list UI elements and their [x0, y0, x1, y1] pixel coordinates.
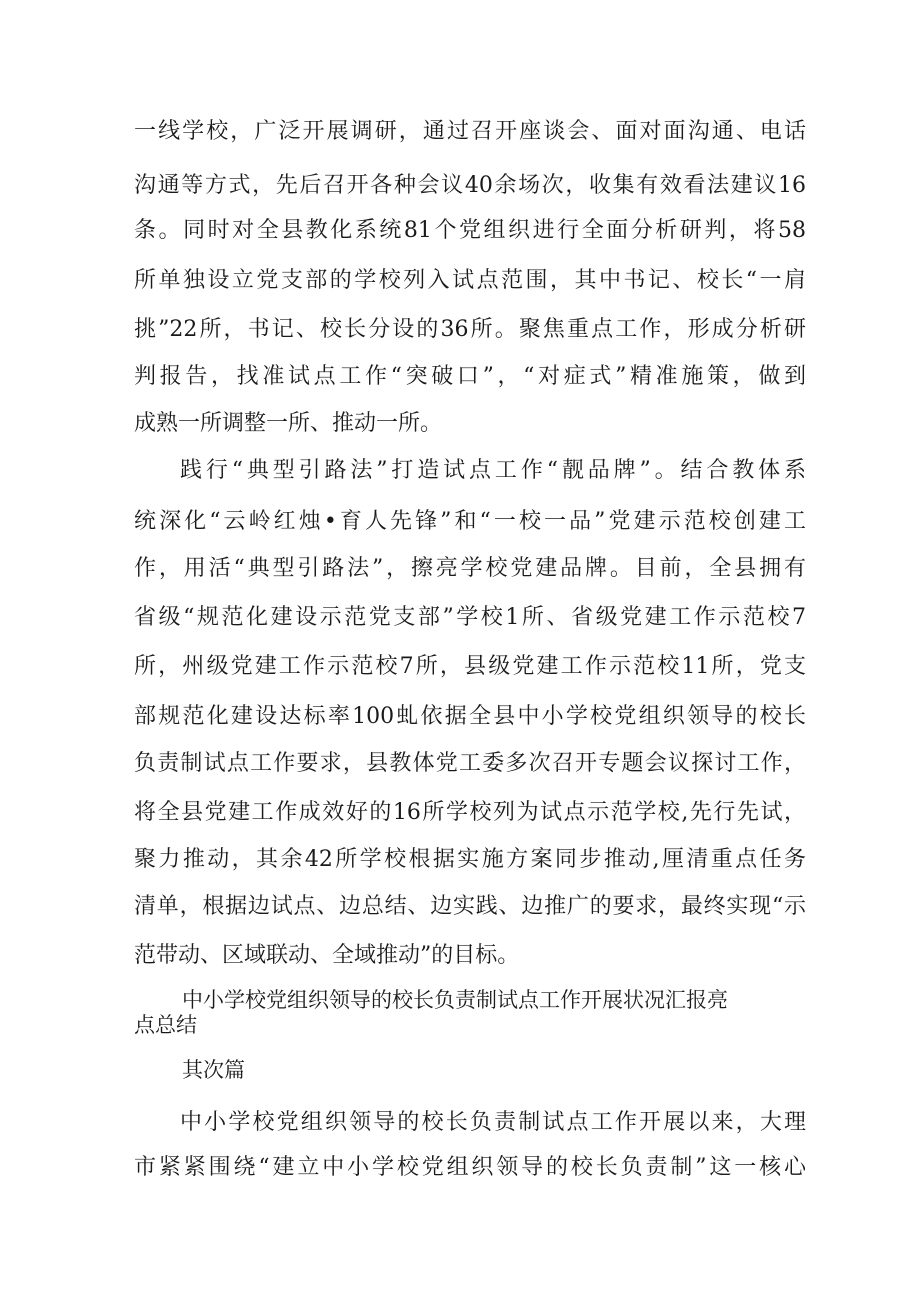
paragraph-2-line-6: 部规范化建设达标率100虬依据全县中小学校党组织领导的校长 — [134, 704, 806, 729]
paragraph-1-line-5: 挑”22所，书记、校长分设的36所。聚焦重点工作，形成分析研 — [134, 317, 806, 342]
paragraph-3-line-1: 中小学校党组织领导的校长负责制试点工作开展以来，大理 — [180, 1110, 806, 1135]
title-line-1: 中小学校党组织领导的校长负责制试点工作开展状况汇报亮 — [182, 988, 728, 1012]
paragraph-2-line-3: 作，用活“典型引路法”，擦亮学校党建品牌。目前，全县拥有 — [134, 556, 806, 581]
paragraph-2-line-9: 聚力推动，其余42所学校根据实施方案同步推动,厘清重点任务 — [134, 847, 806, 872]
paragraph-2-line-5: 所，州级党建工作示范校7所，县级党建工作示范校11所，党支 — [134, 654, 806, 679]
paragraph-2-line-8: 将全县党建工作成效好的16所学校列为试点示范学校,先行先试， — [134, 800, 806, 825]
paragraph-1-line-1: 一线学校，广泛开展调研，通过召开座谈会、面对面沟通、电话 — [134, 119, 806, 144]
paragraph-2-line-11: 范带动、区域联动、全域推动”的目标。 — [134, 943, 520, 968]
paragraph-2-line-7: 负责制试点工作要求，县教体党工委多次召开专题会议探讨工作， — [134, 751, 806, 776]
paragraph-1-line-4: 所单独设立党支部的学校列入试点范围，其中书记、校长“一肩 — [134, 268, 806, 293]
paragraph-2-line-4: 省级“规范化建设示范党支部”学校1所、省级党建工作示范校7 — [134, 605, 806, 630]
paragraph-1-line-7: 成熟一所调整一所、推动一所。 — [134, 411, 443, 436]
paragraph-2-line-10: 清单，根据边试点、边总结、边实践、边推广的要求，最终实现“示 — [134, 894, 806, 919]
paragraph-2-line-1: 践行“典型引路法”打造试点工作“靓品牌”。结合教体系 — [180, 458, 806, 483]
title-line-2: 点总结 — [134, 1013, 197, 1037]
paragraph-1-line-3: 条。同时对全县教化系统81个党组织进行全面分析研判，将58 — [134, 218, 806, 243]
paragraph-2-line-2: 统深化“云岭红烛•育人先锋”和“一校一品”党建示范校创建工 — [134, 509, 806, 534]
paragraph-3-line-2: 市紧紧围绕“建立中小学校党组织领导的校长负责制”这一核心 — [134, 1155, 806, 1180]
paragraph-1-line-2: 沟通等方式，先后召开各种会议40余场次，收集有效看法建议16 — [134, 173, 806, 198]
section-label: 其次篇 — [182, 1058, 245, 1082]
paragraph-1-line-6: 判报告，找准试点工作“突破口”，“对症式”精准施策，做到 — [134, 364, 806, 389]
